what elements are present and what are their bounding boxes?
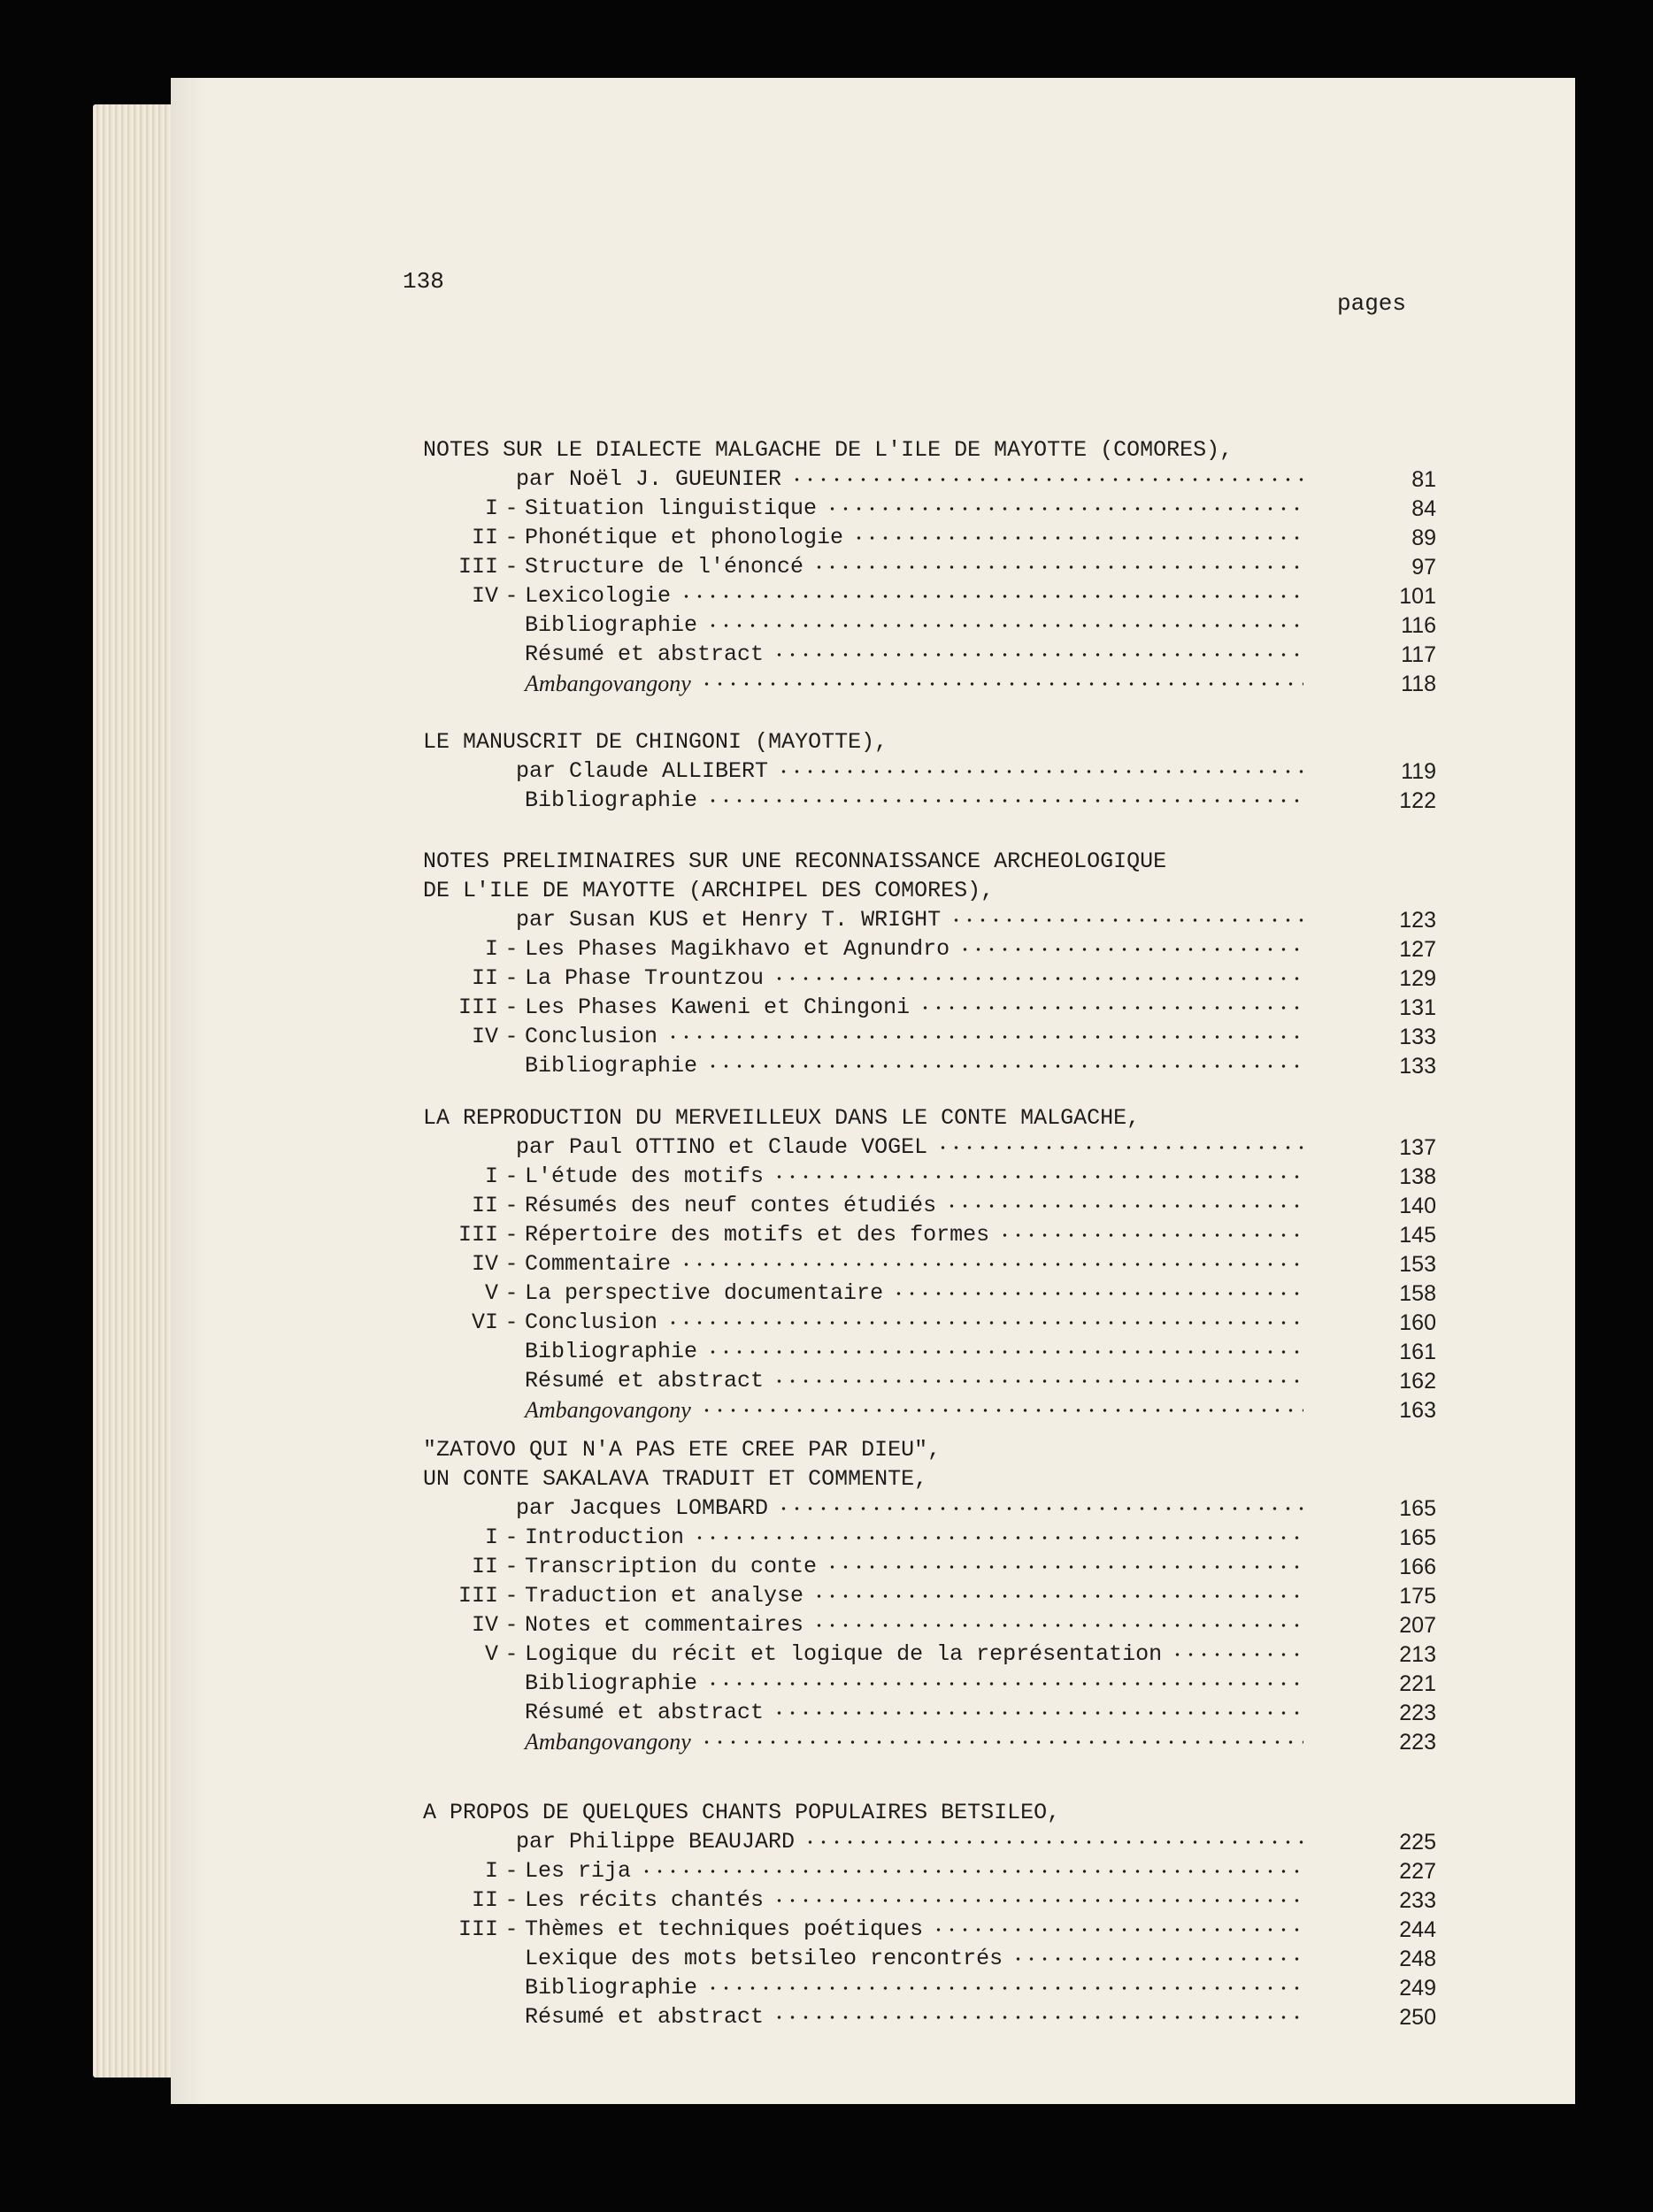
entry-label: Résumé et abstract — [525, 1368, 765, 1394]
entry-label: Bibliographie — [525, 787, 698, 813]
dot-leader — [945, 1203, 1303, 1209]
entry-label: Logique du récit et logique de la représentation — [525, 1641, 1163, 1667]
page-ref: 223 — [1399, 1701, 1436, 1725]
entry-label: Commentaire — [525, 1251, 672, 1277]
dot-leader — [700, 1740, 1303, 1745]
entry-label: Transcription du conte — [525, 1554, 818, 1579]
page-ref: 162 — [1399, 1369, 1436, 1394]
entry-numeral: II — [471, 525, 498, 550]
entry-numeral: IV — [471, 583, 498, 609]
page-ref: 145 — [1399, 1223, 1436, 1248]
dot-leader — [706, 623, 1303, 628]
author-name: par Susan KUS et Henry T. WRIGHT — [516, 907, 942, 933]
page-ref: 161 — [1399, 1340, 1436, 1364]
dot-leader — [932, 1927, 1303, 1932]
toc-entry-author[interactable] — [516, 757, 1303, 786]
toc-entry[interactable] — [414, 1163, 1303, 1191]
entry-dash: - — [504, 1554, 519, 1579]
dot-leader — [826, 506, 1303, 511]
entry-label: Les Phases Magikhavo et Agnundro — [525, 936, 950, 962]
page-ref: 119 — [1401, 759, 1436, 784]
toc-entry[interactable] — [414, 1974, 1303, 2002]
entry-label: Les Phases Kaweni et Chingoni — [525, 995, 911, 1020]
dot-leader — [693, 1535, 1303, 1540]
toc-entry[interactable] — [414, 994, 1303, 1022]
page-ref: 101 — [1399, 584, 1436, 609]
toc-entry[interactable] — [414, 1396, 1303, 1425]
toc-entry[interactable] — [414, 641, 1303, 669]
page-ref: 244 — [1399, 1917, 1436, 1942]
toc-entry[interactable] — [414, 1052, 1303, 1080]
entry-label: Situation linguistique — [525, 495, 818, 521]
toc-entry[interactable] — [414, 1524, 1303, 1552]
entry-numeral: III — [457, 554, 498, 580]
entry-dash: - — [504, 1164, 519, 1189]
toc-entry[interactable] — [414, 1945, 1303, 1973]
page-ref: 250 — [1399, 2005, 1436, 2030]
entry-numeral: I — [484, 1858, 498, 1884]
toc-entry[interactable] — [414, 1582, 1303, 1610]
dot-leader — [852, 535, 1303, 541]
author-name: par Noël J. GUEUNIER — [516, 466, 782, 492]
page-ref: 213 — [1399, 1642, 1436, 1667]
book-page — [171, 78, 1575, 2104]
toc-entry-author[interactable] — [516, 465, 1303, 494]
page-ref: 233 — [1399, 1888, 1436, 1913]
page-number: 138 — [403, 268, 444, 295]
dot-leader — [936, 1145, 1303, 1150]
toc-entry[interactable] — [414, 787, 1303, 815]
entry-label: Thèmes et techniques poétiques — [525, 1916, 924, 1942]
dot-leader — [812, 565, 1303, 570]
toc-entry[interactable] — [414, 1611, 1303, 1640]
pages-column-label: pages — [1337, 290, 1407, 317]
dot-leader — [773, 2015, 1303, 2020]
page-ref: 223 — [1399, 1730, 1436, 1755]
page-ref: 81 — [1411, 467, 1436, 492]
page-ref: 131 — [1399, 995, 1436, 1020]
dot-leader — [680, 594, 1303, 599]
entry-dash: - — [504, 1858, 519, 1884]
page-ref: 153 — [1399, 1252, 1436, 1277]
entry-dash: - — [504, 1916, 519, 1942]
entry-numeral: I — [484, 1525, 498, 1550]
section-title: A PROPOS DE QUELQUES CHANTS POPULAIRES BETSILEO, — [423, 1800, 1061, 1825]
page-ref: 165 — [1399, 1525, 1436, 1550]
entry-numeral: I — [484, 495, 498, 521]
section-title: DE L'ILE DE MAYOTTE (ARCHIPEL DES COMORES), — [423, 878, 995, 903]
page-ref: 89 — [1411, 526, 1436, 550]
toc-entry[interactable] — [414, 1221, 1303, 1249]
dot-leader — [706, 1349, 1303, 1355]
entry-dash: - — [504, 1583, 519, 1609]
entry-numeral: IV — [471, 1612, 498, 1638]
toc-entry[interactable] — [414, 611, 1303, 640]
entry-numeral: V — [484, 1641, 498, 1667]
entry-label: Ambangovangony — [525, 1397, 691, 1423]
toc-entry[interactable] — [414, 1553, 1303, 1581]
entry-dash: - — [504, 936, 519, 962]
entry-label: Résumés des neuf contes étudiés — [525, 1193, 937, 1218]
page-edges — [93, 104, 178, 2078]
entry-dash: - — [504, 583, 519, 609]
page-ref: 129 — [1399, 966, 1436, 991]
toc-entry[interactable] — [414, 524, 1303, 552]
dot-leader — [640, 1869, 1303, 1874]
toc-entry[interactable] — [414, 1670, 1303, 1698]
toc-entry[interactable] — [414, 670, 1303, 698]
entry-dash: - — [504, 1525, 519, 1550]
toc-entry[interactable] — [414, 1728, 1303, 1756]
entry-numeral: II — [471, 1554, 498, 1579]
dot-leader — [680, 1262, 1303, 1267]
toc-entry-author[interactable] — [516, 1133, 1303, 1162]
entry-label: Traduction et analyse — [525, 1583, 804, 1609]
page-ref: 221 — [1399, 1671, 1436, 1696]
entry-label: Résumé et abstract — [525, 641, 765, 667]
entry-label: Conclusion — [525, 1310, 658, 1335]
dot-leader — [773, 1710, 1303, 1716]
toc-entry[interactable] — [414, 1886, 1303, 1915]
entry-label: L'étude des motifs — [525, 1164, 765, 1189]
dot-leader — [706, 1985, 1303, 1991]
toc-entry[interactable] — [414, 935, 1303, 964]
section-title: NOTES PRELIMINAIRES SUR UNE RECONNAISSANCE ARCHEOLOGIQUE — [423, 849, 1167, 874]
page-ref: 117 — [1401, 642, 1436, 667]
toc-entry-author[interactable] — [516, 1494, 1303, 1523]
entry-numeral: II — [471, 1193, 498, 1218]
entry-dash: - — [504, 1222, 519, 1248]
entry-label: Lexique des mots betsileo rencontrés — [525, 1946, 1003, 1971]
entry-label: Répertoire des motifs et des formes — [525, 1222, 990, 1248]
book — [93, 78, 1575, 2104]
entry-label: Résumé et abstract — [525, 2004, 765, 2030]
page-ref: 165 — [1399, 1496, 1436, 1521]
section-title: NOTES SUR LE DIALECTE MALGACHE DE L'ILE DE MAYOTTE (COMORES), — [423, 437, 1234, 463]
page-ref: 227 — [1399, 1859, 1436, 1884]
entry-label: Lexicologie — [525, 583, 672, 609]
entry-label: Bibliographie — [525, 1339, 698, 1364]
entry-label: Introduction — [525, 1525, 685, 1550]
page-ref: 249 — [1399, 1976, 1436, 2001]
toc-entry[interactable] — [414, 582, 1303, 611]
section-title: UN CONTE SAKALAVA TRADUIT ET COMMENTE, — [423, 1466, 928, 1492]
entry-label: Structure de l'énoncé — [525, 554, 804, 580]
entry-label: Les récits chantés — [525, 1887, 765, 1913]
toc-entry[interactable] — [414, 964, 1303, 993]
entry-label: Les rija — [525, 1858, 632, 1884]
dot-leader — [950, 918, 1303, 923]
page-ref: 84 — [1411, 496, 1436, 521]
dot-leader — [773, 1379, 1303, 1384]
page-ref: 127 — [1399, 937, 1436, 962]
toc-entry[interactable] — [414, 1023, 1303, 1051]
entry-numeral: V — [484, 1280, 498, 1306]
entry-dash: - — [504, 1280, 519, 1306]
page-ref: 97 — [1411, 555, 1436, 580]
toc-entry[interactable] — [414, 1250, 1303, 1279]
dot-leader — [700, 681, 1303, 687]
author-name: par Paul OTTINO et Claude VOGEL — [516, 1134, 928, 1160]
toc-entry[interactable] — [414, 1916, 1303, 1944]
dot-leader — [777, 769, 1303, 774]
entry-dash: - — [504, 1612, 519, 1638]
dot-leader — [773, 1174, 1303, 1179]
toc-entry[interactable] — [414, 1857, 1303, 1886]
page-ref: 248 — [1399, 1947, 1436, 1971]
dot-leader — [812, 1623, 1303, 1628]
entry-label: Ambangovangony — [525, 1729, 691, 1755]
entry-label: Bibliographie — [525, 1053, 698, 1079]
page-ref: 140 — [1399, 1194, 1436, 1218]
page-ref: 133 — [1399, 1054, 1436, 1079]
toc-entry[interactable] — [414, 1367, 1303, 1395]
toc-entry[interactable] — [414, 495, 1303, 523]
dot-leader — [773, 976, 1303, 981]
dot-leader — [812, 1594, 1303, 1599]
page-ref: 138 — [1399, 1164, 1436, 1189]
entry-label: Ambangovangony — [525, 671, 691, 696]
dot-leader — [666, 1034, 1303, 1040]
toc-entry[interactable] — [414, 1192, 1303, 1220]
page-ref: 133 — [1399, 1025, 1436, 1049]
entry-label: Phonétique et phonologie — [525, 525, 844, 550]
entry-dash: - — [504, 995, 519, 1020]
toc-entry-author[interactable] — [516, 1828, 1303, 1856]
dot-leader — [700, 1408, 1303, 1413]
entry-numeral: II — [471, 1887, 498, 1913]
section-title: LA REPRODUCTION DU MERVEILLEUX DANS LE CONTE MALGACHE, — [423, 1105, 1141, 1131]
entry-label: La Phase Trountzou — [525, 965, 765, 991]
dot-leader — [803, 1839, 1303, 1845]
entry-label: Résumé et abstract — [525, 1700, 765, 1725]
toc-entry[interactable] — [414, 1699, 1303, 1727]
dot-leader — [777, 1506, 1303, 1511]
page-ref: 158 — [1399, 1281, 1436, 1306]
dot-leader — [998, 1233, 1303, 1238]
entry-numeral: III — [457, 1583, 498, 1609]
dot-leader — [1171, 1652, 1303, 1657]
section-title: LE MANUSCRIT DE CHINGONI (MAYOTTE), — [423, 729, 888, 755]
entry-label: Notes et commentaires — [525, 1612, 804, 1638]
dot-leader — [826, 1564, 1303, 1570]
entry-numeral: I — [484, 1164, 498, 1189]
page-ref: 116 — [1401, 613, 1436, 638]
entry-dash: - — [504, 495, 519, 521]
toc-entry-author[interactable] — [516, 906, 1303, 934]
dot-leader — [892, 1291, 1303, 1296]
dot-leader — [1011, 1956, 1303, 1962]
page-ref: 166 — [1399, 1555, 1436, 1579]
entry-dash: - — [504, 1310, 519, 1335]
entry-numeral: II — [471, 965, 498, 991]
entry-dash: - — [504, 1024, 519, 1049]
dot-leader — [706, 798, 1303, 803]
dot-leader — [773, 1898, 1303, 1903]
page-ref: 123 — [1399, 908, 1436, 933]
entry-dash: - — [504, 554, 519, 580]
entry-dash: - — [504, 1251, 519, 1277]
dot-leader — [790, 477, 1303, 482]
dot-leader — [706, 1064, 1303, 1069]
page-ref: 163 — [1399, 1398, 1436, 1423]
toc-entry[interactable] — [414, 553, 1303, 581]
page-ref: 225 — [1399, 1830, 1436, 1855]
entry-numeral: III — [457, 1916, 498, 1942]
entry-label: Bibliographie — [525, 1975, 698, 2001]
entry-dash: - — [504, 1193, 519, 1218]
table-of-contents — [171, 78, 1575, 2104]
toc-entry[interactable] — [414, 1640, 1303, 1669]
entry-dash: - — [504, 1641, 519, 1667]
entry-label: Conclusion — [525, 1024, 658, 1049]
page-ref: 207 — [1399, 1613, 1436, 1638]
dot-leader — [706, 1681, 1303, 1686]
entry-numeral: III — [457, 1222, 498, 1248]
entry-numeral: III — [457, 995, 498, 1020]
entry-numeral: IV — [471, 1024, 498, 1049]
entry-dash: - — [504, 1887, 519, 1913]
entry-label: La perspective documentaire — [525, 1280, 884, 1306]
author-name: par Philippe BEAUJARD — [516, 1829, 796, 1855]
dot-leader — [773, 652, 1303, 657]
dot-leader — [958, 947, 1303, 952]
dot-leader — [666, 1320, 1303, 1325]
section-title: "ZATOVO QUI N'A PAS ETE CREE PAR DIEU", — [423, 1437, 942, 1463]
entry-numeral: I — [484, 936, 498, 962]
toc-entry[interactable] — [414, 2003, 1303, 2032]
page-ref: 175 — [1399, 1584, 1436, 1609]
entry-label: Bibliographie — [525, 612, 698, 638]
entry-numeral: IV — [471, 1251, 498, 1277]
dot-leader — [919, 1005, 1303, 1010]
entry-dash: - — [504, 525, 519, 550]
toc-entry[interactable] — [414, 1338, 1303, 1366]
page-ref: 118 — [1401, 672, 1436, 696]
entry-label: Bibliographie — [525, 1671, 698, 1696]
toc-entry[interactable] — [414, 1279, 1303, 1308]
author-name: par Jacques LOMBARD — [516, 1495, 769, 1521]
toc-entry[interactable] — [414, 1309, 1303, 1337]
page-ref: 122 — [1399, 788, 1436, 813]
author-name: par Claude ALLIBERT — [516, 758, 769, 784]
entry-numeral: VI — [471, 1310, 498, 1335]
page-ref: 137 — [1399, 1135, 1436, 1160]
entry-dash: - — [504, 965, 519, 991]
page-ref: 160 — [1399, 1310, 1436, 1335]
